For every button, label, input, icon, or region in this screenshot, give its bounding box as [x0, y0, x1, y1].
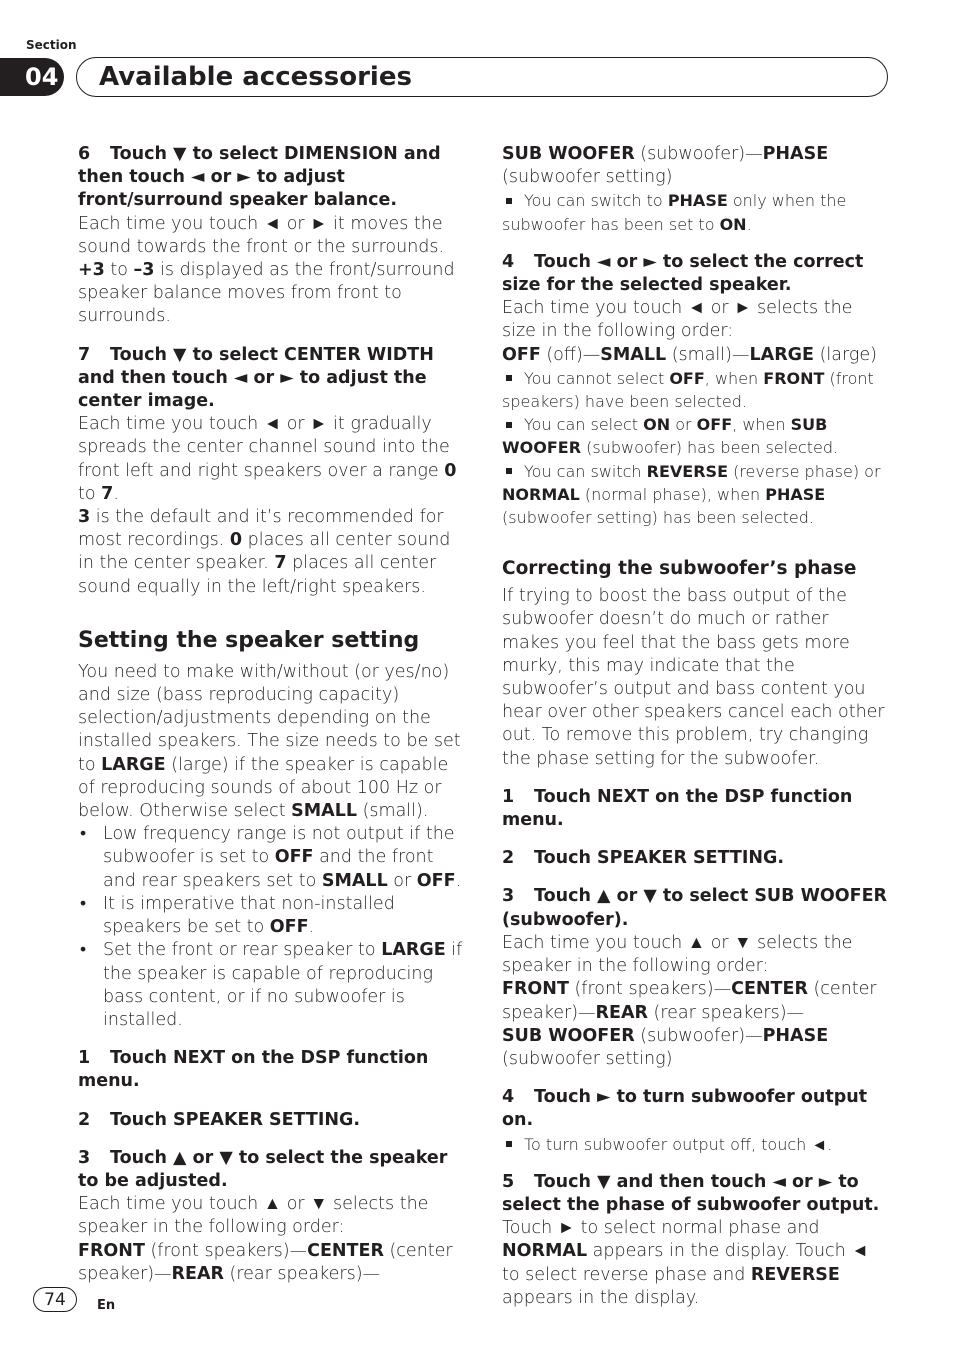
- right-step-5-body: Touch ► to select normal phase and NORMAL appears in the display. Touch ◄ to select reverse phase and REVERSE appears in the display.: [502, 1218, 869, 1308]
- step-7-body-2: 3 is the default and it’s recommended for most recordings. 0 places all center sound in the center speaker. 7 places all center sound equally in the left/right speakers.: [78, 507, 451, 597]
- note-item: You can switch REVERSE (reverse phase) or NORMAL (normal phase), when PHASE (subwoofer setting) has been selected.: [502, 461, 881, 528]
- right-step-4-order: OFF (off)—SMALL (small)—LARGE (large): [502, 344, 877, 365]
- page-number: 74: [33, 1287, 77, 1312]
- right-step-4-body: Each time you touch ◄ or ► selects the size in the following order:: [502, 298, 853, 342]
- phase-heading: Correcting the subwoofer’s phase: [502, 558, 857, 580]
- note-square-icon: [506, 375, 512, 381]
- title-bar: [76, 57, 888, 97]
- step-6-body: Each time you touch ◄ or ► it moves the sound towards the front or the surrounds. +3 to –3 is displayed as the front/surround speaker balance moves from front to surrounds.: [78, 213, 455, 327]
- note-square-icon: [506, 468, 512, 474]
- left-step-3-order: FRONT (front speakers)—CENTER (center speaker)—REAR (rear speakers)—: [78, 1240, 453, 1284]
- speaker-setting-heading: Setting the speaker setting: [78, 627, 420, 653]
- page-title: Available accessories: [99, 62, 412, 92]
- note-output-off: To turn subwoofer output off, touch ◄.: [502, 1133, 890, 1156]
- right-step-3-body: Each time you touch ▲ or ▼ selects the speaker in the following order:: [502, 932, 853, 977]
- speaker-bullets: [78, 823, 466, 1032]
- right-step-3-order: FRONT (front speakers)—CENTER (center speaker)—REAR (rear speakers)— SUB WOOFER (subwoofer)—PHASE (subwoofer setting): [502, 979, 877, 1069]
- note-item: You can select ON or OFF, when SUB WOOFER (subwoofer) has been selected.: [502, 415, 839, 458]
- bullet-item: • Low frequency range is not output if the subwoofer is set to OFF and the front and rear speakers set to SMALL or OFF.: [78, 823, 466, 893]
- left-step-1: 1 Touch NEXT on the DSP function menu.: [78, 1048, 429, 1092]
- phase-body: If trying to boost the bass output of the subwoofer doesn’t do much or rather makes you feel that the bass gets more murky, this may indicate that the subwoofer’s output and bass content you hear over other speakers cancel each other out. To remove this problem, try changing the phase setting for the subwoofer.: [502, 586, 885, 769]
- speaker-setting-intro: You need to make with/without (or yes/no) and size (bass reproducing capacity) selection/adjustments depending on the installed speakers. The size needs to be set to LARGE (large) if the speaker is capable of reproducing sounds of about 100 Hz or below. Otherwise select SMALL (small).: [78, 661, 461, 822]
- step-7: 7 Touch ▼ to select CENTER WIDTH and then touch ◄ or ► to adjust the center image.: [78, 344, 434, 412]
- note-item: You cannot select OFF, when FRONT (front speakers) have been selected.: [502, 368, 874, 412]
- language-label: En: [97, 1298, 116, 1313]
- left-column: [78, 143, 466, 1286]
- right-step-2: 2 Touch SPEAKER SETTING.: [502, 848, 785, 869]
- bullet-item: • It is imperative that non-installed speakers be set to OFF.: [78, 893, 466, 939]
- bullet-item: • Set the front or rear speaker to LARGE if the speaker is capable of reproducing bass content, or if no subwoofer is installed.: [78, 939, 466, 1032]
- left-step-2: 2 Touch SPEAKER SETTING.: [78, 1109, 361, 1130]
- section-label: Section: [26, 38, 77, 52]
- note-phase: You can switch to PHASE only when the subwoofer has been set to ON.: [502, 191, 847, 234]
- right-step-1: 1 Touch NEXT on the DSP function menu.: [502, 786, 853, 831]
- step-7-body: Each time you touch ◄ or ► it gradually spreads the center channel sound into the front left and right speakers over a range 0 to 7.: [78, 414, 457, 504]
- right-step-4: 4 Touch ◄ or ► to select the correct size for the selected speaker.: [502, 251, 864, 296]
- right-column: [502, 143, 890, 1310]
- left-step-3-body: Each time you touch ▲ or ▼ selects the speaker in the following order:: [78, 1194, 429, 1238]
- section-number: 04: [0, 58, 64, 96]
- right-step-4b: 4 Touch ► to turn subwoofer output on.: [502, 1087, 868, 1131]
- right-step-5: 5 Touch ▼ and then touch ◄ or ► to select the phase of subwoofer output.: [502, 1171, 880, 1215]
- note-square-icon: [506, 1141, 512, 1147]
- right-step-3: 3 Touch ▲ or ▼ to select SUB WOOFER (subwoofer).: [502, 886, 888, 930]
- left-step-3: 3 Touch ▲ or ▼ to select the speaker to be adjusted.: [78, 1147, 448, 1191]
- note-square-icon: [506, 198, 512, 204]
- step-6: 6 Touch ▼ to select DIMENSION and then touch ◄ or ► to adjust front/surround speaker balance.: [78, 144, 441, 211]
- note-square-icon: [506, 422, 512, 428]
- order-continued: SUB WOOFER (subwoofer)—PHASE (subwoofer setting): [502, 144, 829, 188]
